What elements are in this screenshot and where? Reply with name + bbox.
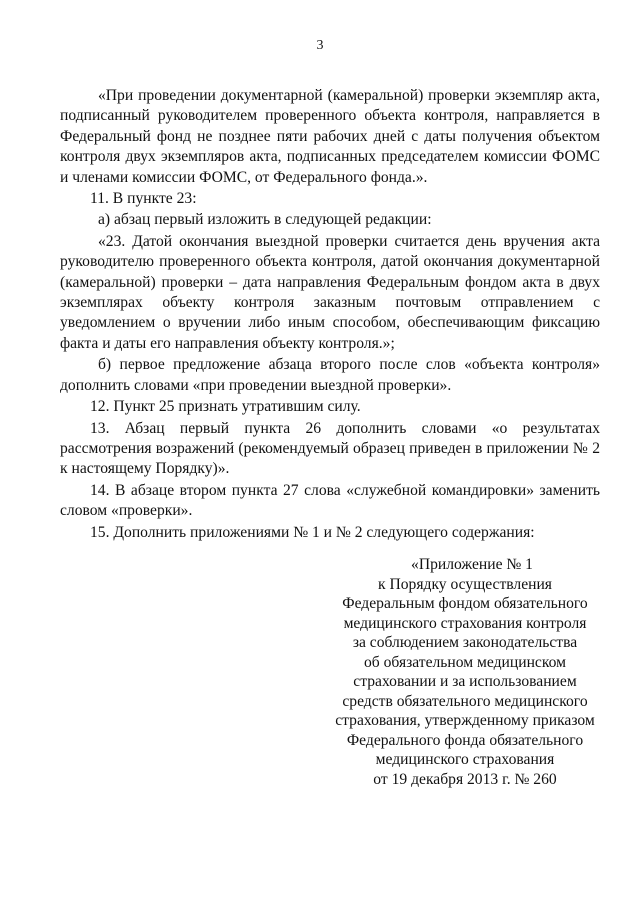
paragraph-item-13: 13. Абзац первый пункта 26 дополнить словами «о результатах рассмотрения возражений (рекомендуемый образец приведен в приложении № 2 к настоящему Порядку)». [60,419,600,478]
appendix-line: за соблюдением законодательства [352,634,578,651]
appendix-line: средств обязательного медицинского [342,692,588,710]
appendix-line: страховании и за использованием [353,673,577,690]
appendix-line: Федерального фонда обязательного [346,731,584,749]
appendix-line: Федеральным фондом обязательного [342,595,588,612]
appendix-line: об обязательном медицинском [363,653,567,671]
page-number: 3 [316,38,324,53]
paragraph-item-11: 11. В пункте 23: [90,190,197,208]
appendix-line: медицинского страхования контроля [343,614,587,632]
paragraph-item-14: 14. В абзаце втором пункта 27 слова «служебной командировки» заменить словом «проверки». [60,481,600,520]
appendix-line: медицинского страхования [375,751,555,768]
document-body [60,86,600,544]
paragraph-item-12: 12. Пункт 25 признать утратившим силу. [90,398,361,416]
appendix-line: к Порядку осуществления [378,575,552,593]
paragraph-subitem-b: б) первое предложение абзаца второго после слов «объекта контроля» дополнить словами «при проведении выездной проверки». [60,356,600,394]
appendix-line: страхования, утвержденному приказом [335,712,595,729]
paragraph-quote-item-23: «23. Датой окончания выездной проверки считается день вручения акта руководителю проверенного объекта контроля, датой окончания документарной (камеральной) проверки – дата направления Федеральным фондом акта в двух экземплярах объекту контроля заказным почтовым отправлением с уведомлением о вручении либо иным способом, обеспечивающим фиксацию факта и даты его направления объекту контроля.»; [60,232,600,352]
paragraph-quote-documentary-check: «При проведении документарной (камеральной) проверки экземпляр акта, подписанный руководителем проверенного объекта контроля, направляется в Федеральный фонд не позднее пяти рабочих дней с даты получения объектом контроля двух экземпляров акта, подписанных председателем комиссии ФОМС и членами комиссии ФОМС, от Федерального фонда.». [60,87,600,186]
paragraph-subitem-a: а) абзац первый изложить в следующей редакции: [98,211,432,229]
appendix-header [330,555,600,789]
appendix-line: от 19 декабря 2013 г. № 260 [373,770,557,788]
appendix-line: «Приложение № 1 [411,556,533,573]
paragraph-item-15: 15. Дополнить приложениями № 1 и № 2 следующего содержания: [90,523,535,541]
